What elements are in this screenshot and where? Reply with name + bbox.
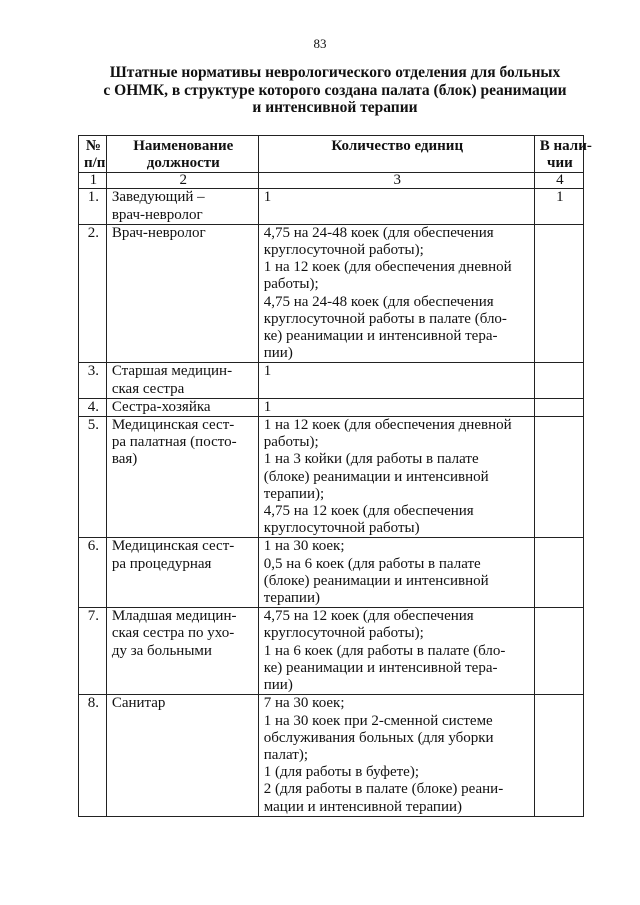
header-position: Наименование должности [106, 136, 258, 173]
quantity-line: обслуживания больных (для уборки [263, 729, 494, 746]
position-line: Заведующий – [111, 189, 205, 206]
quantity-line: терапии); [263, 485, 325, 502]
quantity-line: палат); [263, 746, 309, 763]
quantity-cell [258, 189, 534, 224]
quantity-line: 1 на 6 коек (для работы в палате (бло- [263, 642, 506, 659]
quantity-line: круглосуточной работы) [263, 520, 420, 537]
header-row [79, 136, 584, 173]
quantity-line: работы); [263, 276, 319, 293]
position-cell [106, 608, 258, 695]
position-line: ская сестра по ухо- [111, 625, 235, 642]
quantity-line: ке) реанимации и интенсивной тера- [263, 328, 498, 345]
available-cell: 1 [534, 189, 583, 224]
quantity-cell [258, 608, 534, 695]
table-row [79, 398, 584, 416]
table-row [79, 695, 584, 816]
quantity-cell [258, 417, 534, 538]
quantity-cell [258, 224, 534, 363]
column-index-row [79, 173, 584, 189]
position-line: ду за больными [111, 642, 212, 659]
title-line: Штатные нормативы неврологического отделения для больных [109, 64, 561, 81]
title-line: с ОНМК, в структуре которого создана палата (блок) реанимации [103, 81, 567, 99]
table-row [79, 608, 584, 695]
position-cell [106, 398, 258, 416]
position-line: Младшая медицин- [111, 608, 237, 625]
quantity-line: терапии) [263, 590, 320, 607]
table-row [79, 363, 584, 398]
position-cell [106, 363, 258, 398]
position-line: вая) [111, 451, 138, 468]
quantity-line: 4,75 на 12 коек (для обеспечения [263, 608, 474, 625]
available-cell [534, 398, 583, 416]
quantity-line: 1 (для работы в буфете); [263, 764, 419, 781]
quantity-line: пии) [263, 345, 293, 362]
available-cell [534, 608, 583, 695]
header-available: В нали- чии [534, 136, 583, 173]
quantity-line: 0,5 на 6 коек (для работы в палате [263, 555, 481, 572]
position-line: Врач-невролог [111, 224, 206, 241]
position-line: ская сестра [111, 380, 185, 397]
index-cell: 3 [258, 173, 534, 189]
quantity-line: 2 (для работы в палате (блоке) реани- [263, 781, 504, 798]
table-row [79, 189, 584, 224]
quantity-cell [258, 538, 534, 608]
table-row [79, 538, 584, 608]
position-line: Санитар [111, 695, 166, 712]
quantity-line: 1 [263, 398, 272, 415]
index-cell: 4 [534, 173, 583, 189]
quantity-cell [258, 363, 534, 398]
position-cell [106, 417, 258, 538]
quantity-line: круглосуточной работы в палате (бло- [263, 310, 507, 327]
quantity-line: круглосуточной работы); [263, 625, 424, 642]
position-line: Сестра-хозяйка [111, 398, 211, 415]
position-cell [106, 695, 258, 816]
position-line: врач-невролог [111, 206, 203, 223]
row-number: 1. [79, 189, 107, 224]
header-quantity: Количество единиц [258, 136, 534, 173]
quantity-line: 7 на 30 коек; [263, 695, 345, 712]
quantity-line: 4,75 на 24-48 коек (для обеспечения [263, 224, 494, 241]
quantity-line: 1 на 12 коек (для обеспечения дневной [263, 417, 512, 434]
quantity-line: ке) реанимации и интенсивной тера- [263, 659, 498, 676]
position-cell [106, 189, 258, 224]
row-number: 8. [79, 695, 107, 816]
title-line: и интенсивной терапии [252, 99, 418, 116]
quantity-line: круглосуточной работы); [263, 242, 424, 259]
header-number: № п/п [79, 136, 107, 173]
position-line: Медицинская сест- [111, 538, 235, 555]
available-cell [534, 538, 583, 608]
quantity-line: 1 [263, 363, 272, 380]
quantity-line: (блоке) реанимации и интенсивной [263, 468, 489, 485]
available-cell [534, 224, 583, 363]
table-row [79, 224, 584, 363]
page-number: 83 [313, 36, 327, 51]
quantity-line: (блоке) реанимации и интенсивной [263, 572, 489, 589]
quantity-line: мации и интенсивной терапии) [263, 798, 463, 815]
quantity-line: работы); [263, 434, 319, 451]
row-number: 6. [79, 538, 107, 608]
quantity-line: пии) [263, 677, 293, 694]
document-title [95, 64, 575, 117]
position-line: ра процедурная [111, 555, 212, 572]
position-cell [106, 224, 258, 363]
quantity-line: 1 на 30 коек; [263, 538, 345, 555]
row-number: 7. [79, 608, 107, 695]
row-number: 4. [79, 398, 107, 416]
quantity-line: 1 [263, 189, 272, 206]
position-line: Старшая медицин- [111, 363, 233, 380]
staffing-table [78, 135, 592, 817]
index-cell: 2 [106, 173, 258, 189]
row-number: 3. [79, 363, 107, 398]
index-cell: 1 [79, 173, 107, 189]
quantity-line: 4,75 на 24-48 коек (для обеспечения [263, 293, 494, 310]
row-number: 2. [79, 224, 107, 363]
quantity-cell [258, 695, 534, 816]
available-cell [534, 417, 583, 538]
quantity-line: 4,75 на 12 коек (для обеспечения [263, 503, 474, 520]
row-number: 5. [79, 417, 107, 538]
quantity-line: 1 на 3 койки (для работы в палате [263, 451, 479, 468]
position-line: ра палатная (посто- [111, 434, 237, 451]
available-cell [534, 363, 583, 398]
quantity-cell [258, 398, 534, 416]
available-cell [534, 695, 583, 816]
quantity-line: 1 на 30 коек при 2-сменной системе [263, 712, 493, 729]
position-line: Медицинская сест- [111, 417, 235, 434]
table-row [79, 417, 584, 538]
position-cell [106, 538, 258, 608]
quantity-line: 1 на 12 коек (для обеспечения дневной [263, 259, 512, 276]
